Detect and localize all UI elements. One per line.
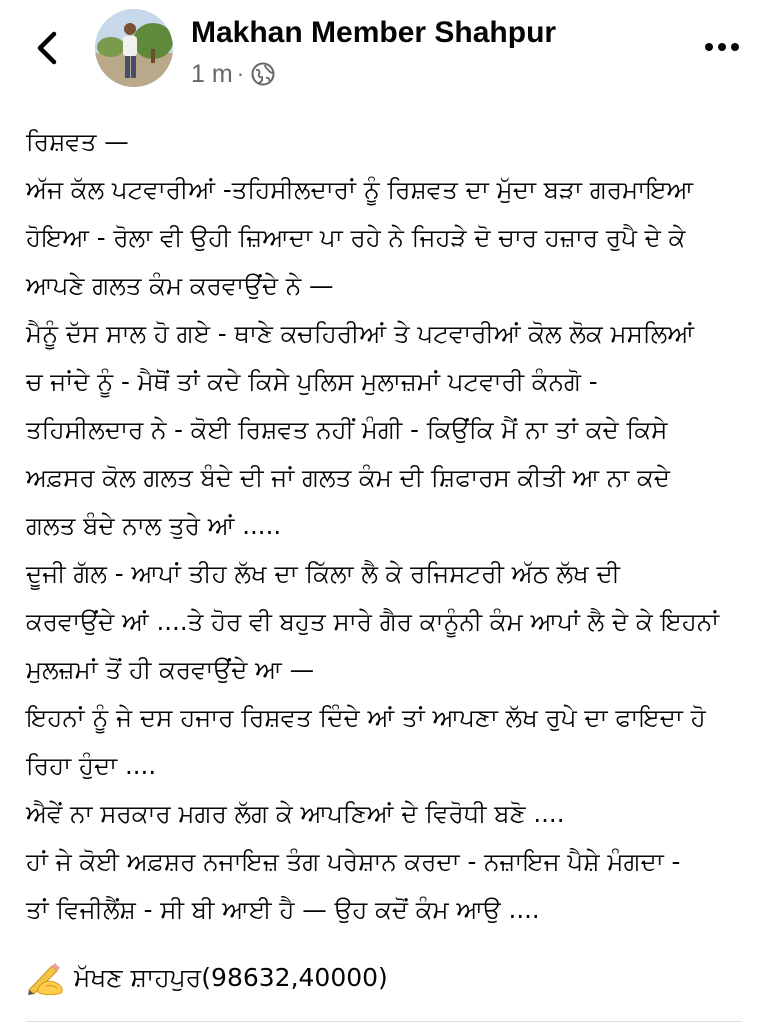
post-text: [26, 118, 752, 934]
meta-separator: ·: [236, 61, 245, 86]
writing-hand-icon: [26, 960, 66, 996]
post-line: ਰਿਸ਼ਵਤ —: [26, 127, 129, 156]
post-line: ਹਾਂ ਜੇ ਕੋਈ ਅਫ਼ਸ਼ਰ ਨਜਾਇਜ਼ ਤੰਗ ਪਰੇਸ਼ਾਨ ਕਰਦਾ - ਨਜ਼ਾਇਜ ਪੈਸ਼ੇ ਮੰਗਦਾ -: [26, 847, 681, 876]
more-options-button[interactable]: [700, 34, 744, 60]
avatar-photo: [95, 9, 173, 87]
post-line: ਅਫ਼ਸਰ ਕੋਲ ਗਲਤ ਬੰਦੇ ਦੀ ਜਾਂ ਗਲਤ ਕੰਮ ਦੀ ਸ਼ਿਫਾਰਸ ਕੀਤੀ ਆ ਨਾ ਕਦੇ: [26, 463, 670, 492]
author-name[interactable]: Makhan Member Shahpur: [191, 16, 557, 49]
post-line: ਤਹਿਸੀਲਦਾਰ ਨੇ - ਕੋਈ ਰਿਸ਼ਵਤ ਨਹੀਂ ਮੰਗੀ - ਕਿਉਂਕਿ ਮੈਂ ਨਾ ਤਾਂ ਕਦੇ ਕਿਸੇ: [26, 415, 668, 444]
post-header: [0, 0, 768, 100]
post-meta: [191, 58, 276, 90]
post-line: ਚ ਜਾਂਦੇ ਨੂੰ - ਮੈਥੋਂ ਤਾਂ ਕਦੇ ਕਿਸੇ ਪੁਲਿਸ ਮੁਲਾਜ਼ਮਾਂ ਪਟਵਾਰੀ ਕੰਨਗੋ -: [26, 367, 598, 396]
post-line: ਅੱਜ ਕੱਲ ਪਟਵਾਰੀਆਂ -ਤਹਿਸੀਲਦਾਰਾਂ ਨੂੰ ਰਿਸ਼ਵਤ ਦਾ ਮੁੱਦਾ ਬੜਾ ਗਰਮਾਇਆ: [26, 175, 694, 204]
post-line: ਰਿਹਾ ਹੁੰਦਾ ....: [26, 751, 157, 780]
post-line: ਦੂਜੀ ਗੱਲ - ਆਪਾਂ ਤੀਹ ਲੱਖ ਦਾ ਕਿੱਲਾ ਲੈ ਕੇ ਰਜਿਸਟਰੀ ਅੱਠ ਲੱਖ ਦੀ: [26, 559, 621, 588]
avatar[interactable]: [95, 9, 173, 87]
more-horizontal-icon: [700, 34, 744, 60]
post-line: ਐਵੇਂ ਨਾ ਸਰਕਾਰ ਮਗਰ ਲੱਗ ਕੇ ਆਪਣਿਆਂ ਦੇ ਵਿਰੋਧੀ ਬਣੋ ....: [26, 799, 565, 828]
signature-text: ਮੱਖਣ ਸ਼ਾਹਪੁਰ(98632,40000): [74, 963, 388, 992]
chevron-left-icon: [28, 26, 68, 70]
post-line: ਕਰਵਾਉਂਦੇ ਆਂ ....ਤੇ ਹੋਰ ਵੀ ਬਹੁਤ ਸਾਰੇ ਗੈਰ ਕਾਨੂੰਨੀ ਕੰਮ ਆਪਾਂ ਲੈ ਦੇ ਕੇ ਇਹਨਾਂ: [26, 607, 720, 636]
post-line: ਹੋਇਆ - ਰੋਲਾ ਵੀ ਉਹੀ ਜ਼ਿਆਦਾ ਪਾ ਰਹੇ ਨੇ ਜਿਹੜੇ ਦੋ ਚਾਰ ਹਜ਼ਾਰ ਰੁਪੈ ਦੇ ਕੇ: [26, 223, 686, 252]
post-line: ਮੈਨੂੰ ਦੱਸ ਸਾਲ ਹੋ ਗਏ - ਥਾਣੇ ਕਚਹਿਰੀਆਂ ਤੇ ਪਟਵਾਰੀਆਂ ਕੋਲ ਲੋਕ ਮਸਲਿਆਂ: [26, 319, 695, 348]
post-line: ਗਲਤ ਬੰਦੇ ਨਾਲ ਤੁਰੇ ਆਂ .....: [26, 511, 282, 540]
post-signature: [26, 954, 388, 1002]
globe-icon[interactable]: [250, 61, 276, 87]
post-line: ਇਹਨਾਂ ਨੂੰ ਜੇ ਦਸ ਹਜਾਰ ਰਿਸ਼ਵਤ ਦਿੰਦੇ ਆਂ ਤਾਂ ਆਪਣਾ ਲੱਖ ਰੁਪੇ ਦਾ ਫਾਇਦਾ ਹੋ: [26, 703, 706, 732]
back-button[interactable]: [28, 26, 68, 70]
post-line: ਆਪਣੇ ਗਲਤ ਕੰਮ ਕਰਵਾਉਂਦੇ ਨੇ —: [26, 271, 334, 300]
post-line: ਤਾਂ ਵਿਜੀਲੈਂਸ਼ - ਸੀ ਬੀ ਆਈ ਹੈ — ਉਹ ਕਦੋਂ ਕੰਮ ਆਉ ....: [26, 895, 540, 924]
divider: [26, 1021, 742, 1022]
post-time[interactable]: 1 m: [191, 59, 233, 88]
post-line: ਮੁਲਜ਼ਮਾਂ ਤੋਂ ਹੀ ਕਰਵਾਉਂਦੇ ਆ —: [26, 655, 315, 684]
